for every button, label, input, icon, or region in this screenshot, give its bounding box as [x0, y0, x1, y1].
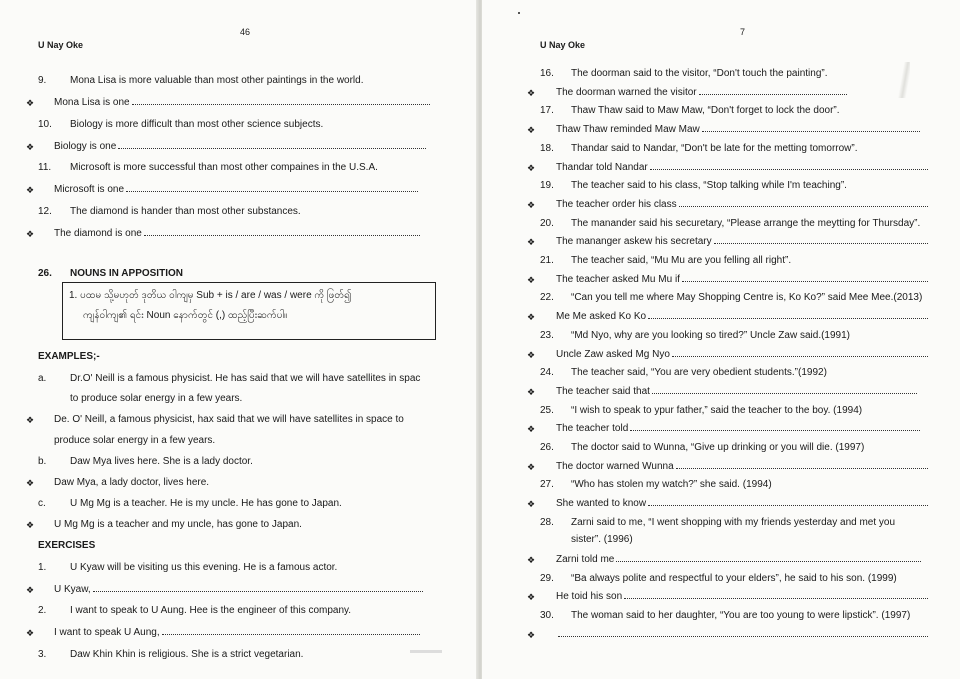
- item-text: Dr.O' Neill is a famous physicist. He has said that we will have satellites in spac: [70, 373, 421, 384]
- item-text: Daw Khin Khin is religious. She is a strict vegetarian.: [70, 649, 304, 660]
- answer-line: The doctor warned Wunna: [556, 461, 928, 473]
- bullet-icon: ❖: [527, 629, 536, 640]
- item-text: The teacher said to his class, “Stop talking while I'm teaching”.: [571, 180, 847, 192]
- item-number: 3.: [38, 649, 47, 660]
- bullet-icon: ❖: [26, 520, 35, 530]
- answer-line: [556, 629, 928, 641]
- author-header: U Nay Oke: [540, 40, 586, 50]
- bullet-icon: ❖: [527, 499, 536, 510]
- item-number: 12.: [38, 206, 52, 217]
- answer-line: I want to speak U Aung,: [54, 627, 420, 639]
- answer-line: Microsoft is one: [54, 184, 418, 196]
- bullet-icon: ❖: [527, 125, 536, 136]
- bullet-icon: ❖: [527, 274, 536, 285]
- item-number: 17.: [540, 105, 554, 117]
- answer-line: He toid his son: [556, 591, 928, 603]
- rule-box: [62, 282, 436, 340]
- item-number: 1.: [38, 562, 47, 573]
- bullet-icon: ❖: [26, 415, 35, 425]
- item-number: 24.: [540, 367, 554, 379]
- answer-line: She wanted to know: [556, 498, 928, 510]
- answer-line: The doorman warned the visitor: [556, 87, 847, 99]
- scan-smudge: [410, 650, 442, 653]
- page-curl: [896, 62, 910, 98]
- bullet-icon: ❖: [527, 424, 536, 435]
- item-text: Mona Lisa is more valuable than most other paintings in the world.: [70, 75, 364, 86]
- item-number: 19.: [540, 180, 554, 192]
- rule-line: 1. ပထမ သို့မဟုတ် ဒုတိယ ဝါကျမှ Sub + is / are / was / were ကို ဖြတ်၍: [69, 290, 352, 301]
- rule-line: ကျန်ဝါကျ၏ ရင်း Noun နောက်တွင် (,) ထည့်ပြီးဆက်ပါ။: [83, 310, 288, 321]
- bullet-icon: ❖: [26, 229, 35, 239]
- item-text: The teacher said, “You are very obedient students.”(1992): [571, 367, 827, 379]
- item-text: “Can you tell me where May Shopping Centre is, Ko Ko?” said Mee Mee.(2013): [571, 292, 923, 304]
- item-number: 28.: [540, 516, 554, 528]
- item-text: “Ba always polite and respectful to your elders”, he said to his son. (1999): [571, 572, 897, 584]
- exercises-heading: EXERCISES: [38, 540, 96, 551]
- bullet-icon: ❖: [26, 185, 35, 195]
- bullet-icon: ❖: [26, 98, 35, 108]
- item-number: a.: [38, 373, 47, 384]
- item-number: 10.: [38, 119, 52, 130]
- bullet-icon: ❖: [26, 142, 35, 152]
- item-text: sister”. (1996): [571, 533, 633, 545]
- bullet-icon: ❖: [26, 628, 35, 638]
- item-number: b.: [38, 456, 47, 467]
- answer-line: Zarni told me: [556, 554, 921, 566]
- answer-line: Biology is one: [54, 141, 426, 153]
- item-text: Thandar said to Nandar, “Don't be late for the metting tomorrow”.: [571, 142, 858, 154]
- item-number: 26.: [540, 442, 554, 453]
- item-text: “I wish to speak to ypur father,” said the teacher to the boy. (1994): [571, 404, 863, 416]
- bullet-icon: ❖: [527, 386, 536, 397]
- answer-line: The diamond is one: [54, 228, 420, 240]
- item-number: 25.: [540, 404, 554, 416]
- item-text: I want to speak to U Aung. Hee is the engineer of this company.: [70, 605, 352, 616]
- item-number: 11.: [38, 162, 52, 173]
- item-text: Zarni said to me, “I went shopping with my friends yesterday and met you: [571, 516, 896, 528]
- item-number: 30.: [540, 610, 554, 622]
- section-number: 26.: [38, 268, 52, 279]
- item-number: 29.: [540, 572, 554, 584]
- page-number: 7: [740, 27, 746, 37]
- item-text: The woman said to her daughter, “You are too young to were lipstick”. (1997): [571, 610, 911, 622]
- left-page: [0, 0, 478, 679]
- item-text: Thaw Thaw said to Maw Maw, “Don't forget to lock the door”.: [571, 105, 840, 117]
- answer-text: Daw Mya, a lady doctor, lives here.: [54, 477, 210, 488]
- item-number: 18.: [540, 142, 554, 154]
- answer-text: De. O' Neill, a famous physicist, hax said that we will have satellites in space to: [54, 414, 404, 425]
- item-number: 23.: [540, 329, 554, 341]
- item-text: U Mg Mg is a teacher. He is my uncle. He has gone to Japan.: [70, 498, 342, 509]
- bullet-icon: ❖: [527, 592, 536, 603]
- item-number: 16.: [540, 68, 554, 79]
- answer-line: The mananger askew his secretary: [556, 236, 928, 248]
- item-text: The doorman said to the visitor, “Don't touch the painting”.: [571, 68, 828, 79]
- item-text: Biology is more difficult than most other science subjects.: [70, 119, 324, 130]
- bullet-icon: ❖: [527, 555, 536, 565]
- item-number: 20.: [540, 217, 554, 229]
- bullet-icon: ❖: [527, 199, 536, 210]
- bullet-icon: ❖: [527, 237, 536, 248]
- answer-line: The teacher asked Mu Mu if: [556, 274, 928, 286]
- examples-heading: EXAMPLES;-: [38, 351, 100, 362]
- item-text: The diamond is hander than most other substances.: [70, 206, 301, 217]
- item-text: Daw Mya lives here. She is a lady doctor.: [70, 456, 253, 467]
- answer-line: Mona Lisa is one: [54, 97, 430, 109]
- answer-line: Thaw Thaw reminded Maw Maw: [556, 124, 920, 136]
- answer-line: Uncle Zaw asked Mg Nyo: [556, 349, 928, 361]
- bullet-icon: ❖: [26, 585, 35, 595]
- item-number: 2.: [38, 605, 47, 616]
- answer-line: U Kyaw,: [54, 584, 423, 596]
- answer-line: Thandar told Nandar: [556, 162, 928, 174]
- answer-line: The teacher said that: [556, 386, 917, 398]
- item-text: U Kyaw will be visiting us this evening. He is a famous actor.: [70, 562, 338, 573]
- item-text: The teacher said, “Mu Mu are you felling all right”.: [571, 255, 792, 266]
- answer-text: U Mg Mg is a teacher and my uncle, has gone to Japan.: [54, 519, 302, 530]
- item-number: c.: [38, 498, 46, 509]
- answer-line: Me Me asked Ko Ko: [556, 311, 928, 323]
- bullet-icon: ❖: [527, 162, 536, 173]
- item-text: “Who has stolen my watch?” she said. (1994): [571, 479, 772, 491]
- bullet-icon: ❖: [527, 312, 536, 323]
- item-text: Microsoft is more successful than most other compaines in the U.S.A.: [70, 162, 378, 173]
- answer-line: The teacher order his class: [556, 199, 928, 211]
- author-header: U Nay Oke: [38, 40, 84, 50]
- bullet-icon: ❖: [527, 461, 536, 472]
- bullet-icon: ❖: [527, 349, 536, 360]
- answer-text: produce solar energy in a few years.: [54, 435, 216, 446]
- item-text: “Md Nyo, why are you looking so tired?” Uncle Zaw said.(1991): [571, 329, 851, 341]
- item-number: 9.: [38, 75, 47, 86]
- item-text: The manander said his securetary, “Please arrange the meytting for Thursday”.: [571, 217, 921, 229]
- item-number: 21.: [540, 255, 554, 266]
- scan-speck: [518, 12, 520, 14]
- item-text: to produce solar energy in a few years.: [70, 393, 243, 404]
- bullet-icon: ❖: [26, 478, 35, 488]
- section-title: NOUNS IN APPOSITION: [70, 268, 183, 279]
- bullet-icon: ❖: [527, 87, 536, 98]
- answer-line: The teacher told: [556, 423, 920, 435]
- item-text: The doctor said to Wunna, “Give up drinking or you will die. (1997): [571, 442, 865, 453]
- page-number: 46: [240, 27, 251, 37]
- item-number: 22.: [540, 292, 554, 304]
- item-number: 27.: [540, 479, 554, 491]
